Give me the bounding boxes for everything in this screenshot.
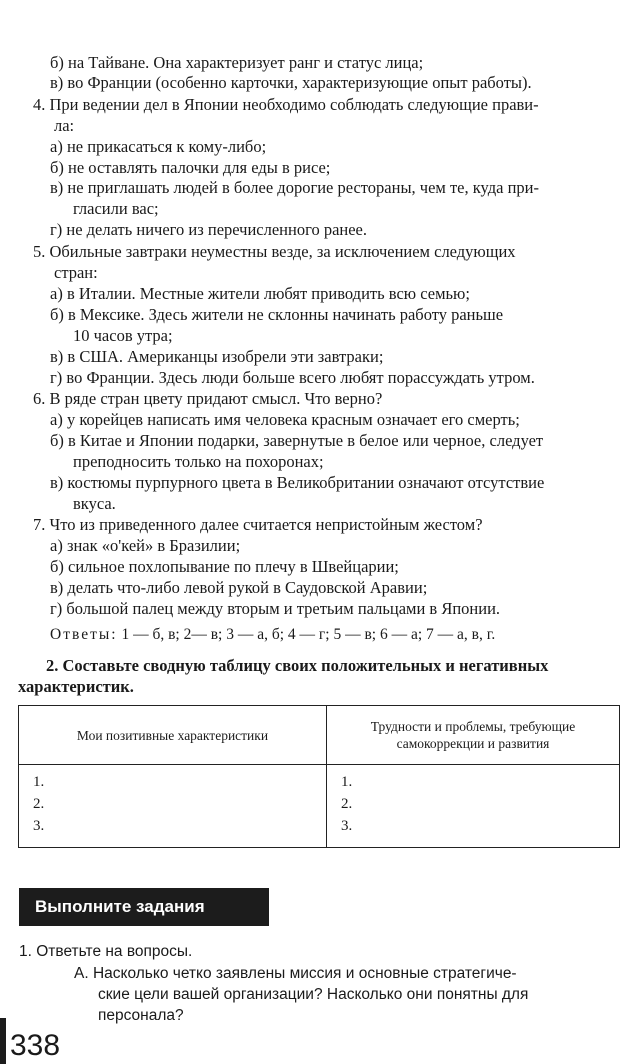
quiz-line: преподносить только на похоронах; xyxy=(73,452,324,471)
list-item: 3. xyxy=(33,818,45,834)
quiz-line: а) не прикасаться к кому-либо; xyxy=(50,137,267,156)
list-item: 3. xyxy=(341,818,353,834)
quiz-line: 7. Что из приведенного далее считается непристойным жестом? xyxy=(33,515,483,534)
table-cell-difficulties xyxy=(327,765,620,848)
table-header-difficulties xyxy=(327,706,620,765)
quiz-line: стран: xyxy=(54,263,98,282)
quiz-line: г) не делать ничего из перечисленного ранее. xyxy=(50,220,368,239)
quiz-line: г) во Франции. Здесь люди больше всего любят порассуждать утром. xyxy=(50,368,535,387)
table-row xyxy=(19,765,620,848)
exercise-item: 1. Ответьте на вопросы. xyxy=(19,943,193,960)
quiz-line: б) в Китае и Японии подарки, завернутые в белое или черное, следует xyxy=(50,431,544,450)
table-header-difficulties-line2: самокоррекции и развития xyxy=(396,736,550,751)
answers-label: Ответы: xyxy=(50,626,118,643)
exercises-banner: Выполните задания xyxy=(19,888,269,926)
quiz-line: б) не оставлять палочки для еды в рисе; xyxy=(50,158,331,177)
quiz-line: в) в США. Американцы изобрели эти завтраки; xyxy=(50,347,384,366)
quiz-line: 5. Обильные завтраки неуместны везде, за исключением следующих xyxy=(33,242,516,261)
quiz-line: г) большой палец между вторым и третьим пальцами в Японии. xyxy=(50,599,501,618)
quiz-line: а) в Италии. Местные жители любят приводить всю семью; xyxy=(50,284,470,303)
list-item: 2. xyxy=(341,796,353,812)
list-item: 1. xyxy=(341,774,353,790)
table-header-difficulties-line1: Трудности и проблемы, требующие xyxy=(370,719,576,734)
quiz-line: в) во Франции (особенно карточки, характеризующие опыт работы). xyxy=(50,73,532,92)
quiz-line: 10 часов утра; xyxy=(73,326,173,345)
quiz-line: 6. В ряде стран цвету придают смысл. Что верно? xyxy=(33,389,383,408)
answers-text: 1 — б, в; 2— в; 3 — а, б; 4 — г; 5 — в; 6 — а; 7 — а, в, г. xyxy=(117,626,496,643)
quiz-line: а) знак «о'кей» в Бразилии; xyxy=(50,536,241,555)
quiz-line: б) на Тайване. Она характеризует ранг и статус лица; xyxy=(50,53,424,72)
quiz-line: в) делать что-либо левой рукой в Саудовской Аравии; xyxy=(50,578,428,597)
table-header-row xyxy=(19,706,620,765)
exercise-question-cont: ские цели вашей организации? Насколько они понятны для xyxy=(98,986,529,1003)
quiz-line: вкуса. xyxy=(73,494,116,513)
quiz-line: б) в Мексике. Здесь жители не склонны начинать работу раньше xyxy=(50,305,504,324)
page-number: 338 xyxy=(10,1029,61,1062)
quiz-line: 4. При ведении дел в Японии необходимо соблюдать следующие прави- xyxy=(33,95,539,114)
quiz-line: б) сильное похлопывание по плечу в Швейцарии; xyxy=(50,557,399,576)
quiz-line: а) у корейцев написать имя человека красным означает его смерть; xyxy=(50,410,520,429)
summary-table xyxy=(18,705,620,848)
task2-heading-cont: характеристик. xyxy=(18,677,134,696)
quiz-line: гласили вас; xyxy=(73,199,159,218)
answers-line xyxy=(50,625,495,645)
task2-heading: 2. Составьте сводную таблицу своих положительных и негативных xyxy=(46,656,549,675)
table-cell-positive xyxy=(19,765,327,848)
table-header-positive: Мои позитивные характеристики xyxy=(19,706,327,765)
exercise-question-cont: персонала? xyxy=(98,1007,184,1024)
quiz-line: в) не приглашать людей в более дорогие рестораны, чем те, куда при- xyxy=(50,178,539,197)
list-item: 1. xyxy=(33,774,45,790)
margin-bar xyxy=(0,1018,6,1064)
exercise-question: А. Насколько четко заявлены миссия и основные стратегиче- xyxy=(74,965,517,982)
quiz-line: ла: xyxy=(54,116,75,135)
list-item: 2. xyxy=(33,796,45,812)
quiz-line: в) костюмы пурпурного цвета в Великобритании означают отсутствие xyxy=(50,473,545,492)
